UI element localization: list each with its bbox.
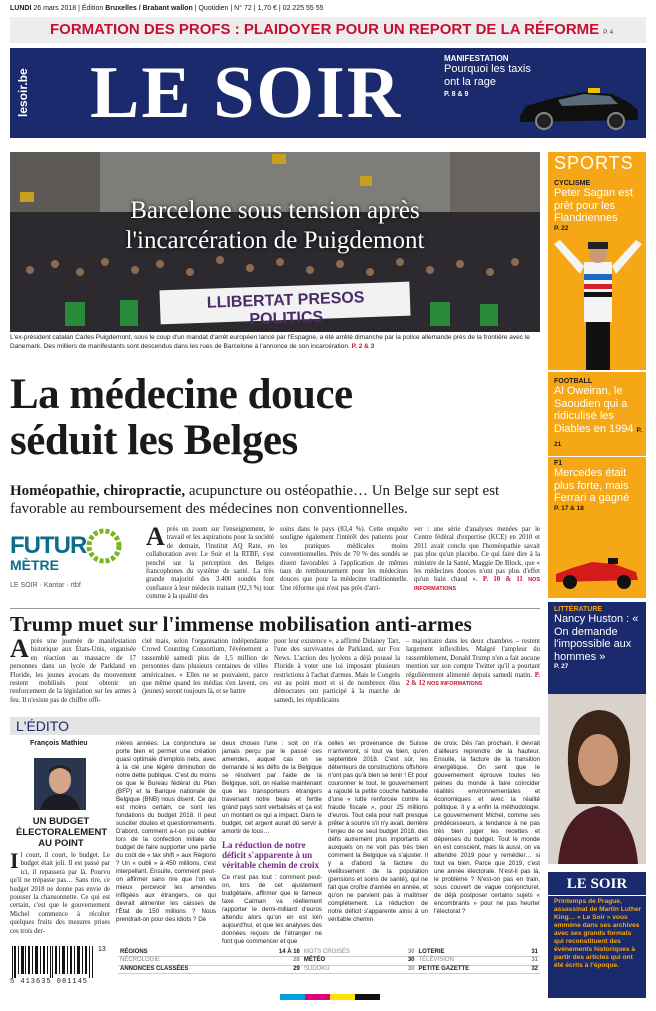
edito-col4 (328, 740, 428, 940)
edito-col2-text: nières années. La conjoncture se porte bien et permet une création quasi optimale d'emplois nets, avec à la clé une légère diminution de notre dette publique. C'est du moins ce que le Bureau fédéral du Plan (BFP) et la Banque nationale de Belgique (BNB) nous disent. Ce qui est moins certain, ce sont les fondations du budget 2018. Il peut susciter doutes et questionnements. D'abord, comment a-t-on pu oublier lors de la confection initiale du budget de faire supporter une partie du coût de « tax shift » aux Régions ? Un « oubli » à 450 millions, c'est interpellant. Ensuite, comment peut-on affirmer sans rire que l'on va mieux percevoir les amendes infligées aux étrangers, ce qui devrait alimenter les caisses de l'État de 150 millions ? Nous prendrait-on pour des idiots ? De (116, 740, 216, 923)
issue-number: N° 72 (234, 5, 252, 12)
edito-col2 (116, 740, 216, 940)
edito-col3b-text: Ce n'est pas tout : comment peut-on, lors de cet ajustement budgétaire, affirmer que le fameux taxe Caïman va réellement rapporter le demi-milliard d'euros attendu alors qu'on en est loin aujourd'hui, et que les analyses des données reçues de l'étranger ne font que commencer et que (222, 874, 322, 945)
barcode-issue: 13 (98, 946, 106, 953)
nancy-huston-photo (548, 694, 646, 864)
main-pages[interactable]: P. 10 & 11 (482, 576, 523, 584)
masthead (10, 48, 646, 138)
logo-word1: FUTUR (10, 532, 87, 559)
trump-col3 (274, 638, 400, 712)
author-photo (34, 758, 86, 810)
promo-logo: LE SOIR (548, 876, 646, 896)
trump-col1 (10, 634, 136, 712)
edito-col1-text: l court, il court, le budget. Le budget était joli. Il est passé par ici, il repassera par là. Pourvu qu'il ne trépasse pas… Sans rire, ce budget 2018 ne donne pas envie de pousser la chansonnette. Ce qui est certain, c'est que le gouvernement Michel commence à récolter quelques fruits des mesures prises ces trois der- (10, 852, 110, 935)
edito-dropcap: I (10, 848, 19, 873)
main-dropcap: A (146, 522, 165, 551)
cycling-teaser: Peter Sagan est prêt pour les Flandriennes (554, 187, 633, 224)
promo-text: Printemps de Prague, assassinat de Martin Luther King… « Le Soir » vous emmène dans ses archives avec ses grands formats qui reconstituent des événements historiques à partir des articles qui ont été écrits à l'époque. (554, 898, 642, 969)
index-row (118, 965, 540, 974)
trump-col4 (406, 638, 540, 712)
teaser-kicker: MANIFESTATION (444, 54, 509, 63)
photo-caption (10, 334, 540, 364)
index-label[interactable]: SUDOKU (302, 965, 396, 974)
edition: Bruxelles / Brabant wallon (105, 5, 193, 12)
index-label[interactable]: ANNONCES CLASSÉES (118, 965, 255, 974)
logo-partners: LE SOIR · Kantar · rtbf (10, 582, 81, 589)
literature-page: P. 27 (554, 663, 569, 670)
protest-banner: LLIBERTAT PRESOS POLITICS (206, 289, 365, 329)
main-headline-line1: La médecine douce (10, 371, 353, 418)
ferrari-car-image (552, 544, 642, 594)
index-page: 29 (255, 965, 302, 974)
football-kicker: FOOTBALL (554, 378, 593, 385)
index-label[interactable]: MÉTÉO (302, 957, 396, 966)
barcode (10, 946, 110, 988)
index-label[interactable]: PETITE GAZETTE (417, 965, 520, 974)
index-table (118, 948, 540, 983)
football-f1-box[interactable] (548, 372, 646, 598)
promo-page: P. 4 (603, 30, 614, 36)
trump-pages-suffix: NOS INFORMATIONS (426, 681, 483, 688)
registration-marks (280, 994, 380, 1000)
index-page: 31 (520, 957, 540, 966)
index-label[interactable]: MOTS CROISÉS (302, 948, 396, 957)
cycling-page: P. 22 (554, 224, 569, 232)
lead-headline (10, 196, 540, 256)
index-page: 30 (396, 948, 416, 957)
main-headline-line2: séduit les Belges (10, 417, 298, 464)
index-label[interactable]: RÉGIONS (118, 948, 255, 957)
sports-label: SPORTS (548, 152, 646, 174)
barcode-bars (10, 946, 96, 978)
cyclist-photo (548, 234, 646, 370)
futur-metre-logo (10, 528, 140, 596)
website-url[interactable]: lesoir.be (16, 68, 30, 118)
football-teaser (554, 385, 644, 452)
edito-col5-text: de croix. Dès l'an prochain, il devrait d'ailleurs reprendre de la hauteur. Ensuite, la facture de la transition énergétique. On sent que le gouvernement éprouve toutes les peines du monde à faire coïncider réalités environnementales et économiques et avec la réalité politique. Il y a enfin la méthodologie. Le gouvernement Michel, comme ses prédécesseurs, a tendance à ne pas très bien juger les recettes et dépenses du budget. Tout le monde en est conscient, mais là aussi, on va attendre 2019 pour y remédier… si tout va bien. Parce que 2019, c'est une année électorale. N'est-il pas là, le problème ? N'est-on pas en train, sous couvert de vague conjoncturel, de déjà postposer certains sujets « encombrants » pour ne pas heurter l'électorat ? (434, 740, 540, 915)
main-pages-suffix: NOS INFORMATIONS (414, 577, 540, 592)
barcode-number: 5 413635 081145 (10, 978, 89, 986)
cycling-kicker: CYCLISME (554, 180, 591, 187)
price: 1,70 € (257, 5, 277, 12)
lead-headline-line1: Barcelone sous tension après (130, 197, 420, 224)
day: LUNDI (10, 5, 32, 12)
edito-subhead: La réduction de notre déficit s'apparente à un véritable chemin de croix (222, 840, 320, 870)
main-deck (10, 482, 540, 518)
top-promo-headline[interactable] (10, 17, 646, 43)
edito-col4-text: celles en provenance de Suisse n'arriveront, si tout va bien, qu'en septembre 2018. C'est sûr, les détenteurs de constructions offshore n'ont pas qu'à bien se tenir ! Et pour couronner le tout, le gouvernement a rajouté la petite couche habituelle d'une « lutte renforcée contre la fraude fiscale », pour 25 millions d'euros. Tout cela pour naît presque prêter à sourire s'il n'y avait, derrière l'enjeu de ce seul budget 2018, des défis autrement plus importants et auxquels on ne voit pas très bien comment la Belgique va s'ajuster. Il y a d'abord la facture du vieillissement de la population (pensions et soins de santé), qui ne fait que croître d'année en année, et qu'on ne parvient pas à maîtriser complètement. La réduction de notre déficit s'apparente ainsi à un véritable chemin (328, 740, 428, 923)
index-page: 32 (520, 965, 540, 974)
trump-pages[interactable]: P. 2 & 12 (406, 671, 540, 688)
main-story-col1 (146, 522, 274, 608)
lead-photo[interactable] (10, 152, 540, 332)
index-label[interactable]: LOTERIE (417, 948, 520, 957)
trump-col3-text: pour leur existence », a affirmé Delaney Tarr, l'une des survivantes de Parkland, sur Fox News. L'action des lycéens a déjà poussé la Floride à voter une loi imposant plusieurs restrictions à l'achat d'armes. Mais le Congrès est au point mort et si de nombreux élus démocrates ont participé à la marche de samedi, les républicains (274, 638, 400, 704)
trump-col1-text: près une journée de manifestation historique aux États-Unis, organisée en réaction au massacre de 17 personnes dans un lycée de Parkland en Floride, les jeunes avocats du mouvement restent mobilisés pour obtenir un renforcement de la législation sur les armes à feu. Il n'existe pas de chiffre offi- (10, 638, 136, 704)
index-page: 28 (255, 957, 302, 966)
main-col1-text: près un zoom sur l'enseignement, le travail et les aspirations pour la société de demain, l'institut AQ Rate, en collaboration avec Le Soir et la RTBF, s'est penché sur la perception des Belges francophones du système de santé. La très grande majorité des 3.400 sondés font confiance à leur médecin traitant (92,3 %) tout comme à la qualité des (146, 526, 274, 601)
logo-ring-icon (84, 526, 124, 566)
promo-text: FORMATION DES PROFS : PLAIDOYER POUR UN REPORT DE LA RÉFORME (50, 21, 600, 38)
teaser-text: Pourquoi les taxis ont la rage (444, 63, 531, 88)
literature-teaser: Nancy Huston : « On demande l'impossible aux hommes » (554, 613, 639, 663)
trump-col2-text: ciel mais, selon l'organisation indépendante Crowd Counting Consortium, l'événement a rassemblé samedi plus de 1,5 million de personnes dans plusieurs centaines de villes américaines. « Elles ne se pouvaient, parce que même quand les médias s'en lavent, ces (jeunes) seront toujours là, et se battre (142, 638, 268, 696)
index-page: 14 À 16 (255, 948, 302, 957)
phone: 02 225 55 55 (282, 5, 324, 12)
frequency: Quotidien (198, 5, 229, 12)
date: 26 mars 2018 (33, 5, 77, 12)
f1-pages: P. 17 & 18 (554, 504, 584, 512)
deck-bold: Homéopathie, chiropractie, (10, 483, 186, 499)
index-label[interactable]: TÉLÉVISION (417, 957, 520, 966)
trump-dropcap: A (10, 634, 29, 663)
logo-word2: MÈTRE (10, 557, 59, 573)
index-page: 30 (396, 965, 416, 974)
newspaper-logo: LE SOIR (90, 52, 403, 134)
main-col3-text: ver : une série d'analyses menées par le Centre fédéral d'expertise (KCE) en 2010 et 2011 avait conclu que l'homéopathie savait pas plus qu'un placebo. Ce qui faire dire à la ministre de la Santé, Maggie De Block, que « les médecines douces n'ont pas plus d'effet qu'un bain chaud ». (414, 526, 540, 584)
index-row (118, 948, 540, 957)
trump-headline[interactable]: Trump muet sur l'immense mobilisation anti-armes (10, 612, 472, 636)
index-page: 31 (520, 948, 540, 957)
lead-headline-line2: l'incarcération de Puigdemont (125, 227, 425, 254)
index-page: 30 (396, 957, 416, 966)
f1-kicker: F1 (554, 460, 563, 467)
deck-rest: acupuncture ou ostéopathie… Un Belge sur sept est favorable au remboursement des médecines non conventionnelles. (10, 483, 500, 517)
f1-teaser: Mercedes était plus forte, mais Ferrari a gagné (554, 467, 630, 504)
index-label[interactable]: NÉCROLOGIE (118, 957, 255, 966)
teaser-pages: P. 8 & 9 (444, 91, 469, 98)
main-story-col2 (280, 526, 408, 608)
trump-col4-text: – majoritaire dans les deux chambres – restent largement inflexibles. Malgré l'ampleur du rassemblement, Donald Trump n'en a fait aucune mention sur son compte Twitter qu'il a pourtant régulièrement alimenté depuis samedi matin. (406, 638, 540, 679)
edito-col3 (222, 740, 322, 945)
taxi-car-image (514, 84, 642, 130)
caption-pages: P. 2 & 3 (351, 342, 375, 350)
main-story-col3 (414, 526, 540, 608)
football-page: P. 21 (554, 426, 642, 448)
edito-col1 (10, 848, 110, 938)
literature-box[interactable] (548, 602, 646, 864)
edito-author: François Mathieu (30, 740, 88, 747)
trump-col2 (142, 638, 268, 712)
archives-promo-box[interactable] (548, 872, 646, 998)
edito-col5 (434, 740, 540, 940)
sports-box[interactable] (548, 152, 646, 370)
edito-section-bar: L'ÉDITO (10, 717, 540, 735)
edito-col3a-text: deux choses l'une : soit on n'a jamais perçu par le passé ces amendes, auquel cas on se demande si les défis de la Belgique se résolvent par l'aide de la Belgique, soit, on réalise maintenant que les transporteurs étrangers traversant notre beau et fertile grand pays sont verbalisés et ça est un montant ce qui a impact. Dans le budget, cet argent aurait dû servir à amortir de tous… (222, 740, 322, 835)
edito-title: UN BUDGET ÉLECTORALEMENT AU POINT (16, 816, 108, 849)
main-headline[interactable] (10, 372, 540, 464)
main-col2-text: soins dans le pays (83,4 %). Cette enquête souligne également l'intérêt des patients pour les pratiques médicales moins conventionnelles. Près de 70 % des sondés se disent favorables à l'application de mêmes taux de remboursement pour les médecines douces que pour la médecine traditionnelle. Une réforme qui n'est pas près d'arri- (280, 526, 408, 592)
literature-kicker: LITTÉRATURE (554, 606, 603, 613)
index-row (118, 957, 540, 966)
edito-author-block (10, 740, 110, 940)
football-text: Al Oweiran, le Saoudien qui a ridiculisé les Diables en 1994 (554, 385, 634, 435)
caption-text: L'ex-président catalan Carles Puigdemont, sous le coup d'un mandat d'arrêt européen lancé par l'Espagne, a été arrêté dimanche par la police allemande près de la frontière avec le Danemark. Des milliers de manifestants sont descendus dans les rues de Barcelone à l'annonce de son incarcération. (10, 334, 530, 350)
edition-label: Édition (81, 5, 104, 12)
dateline: LUNDI 26 mars 2018 | Édition Bruxelles / Brabant wallon | Quotidien | N° 72 | 1,70 € | 02 225 55 55 (10, 5, 324, 12)
